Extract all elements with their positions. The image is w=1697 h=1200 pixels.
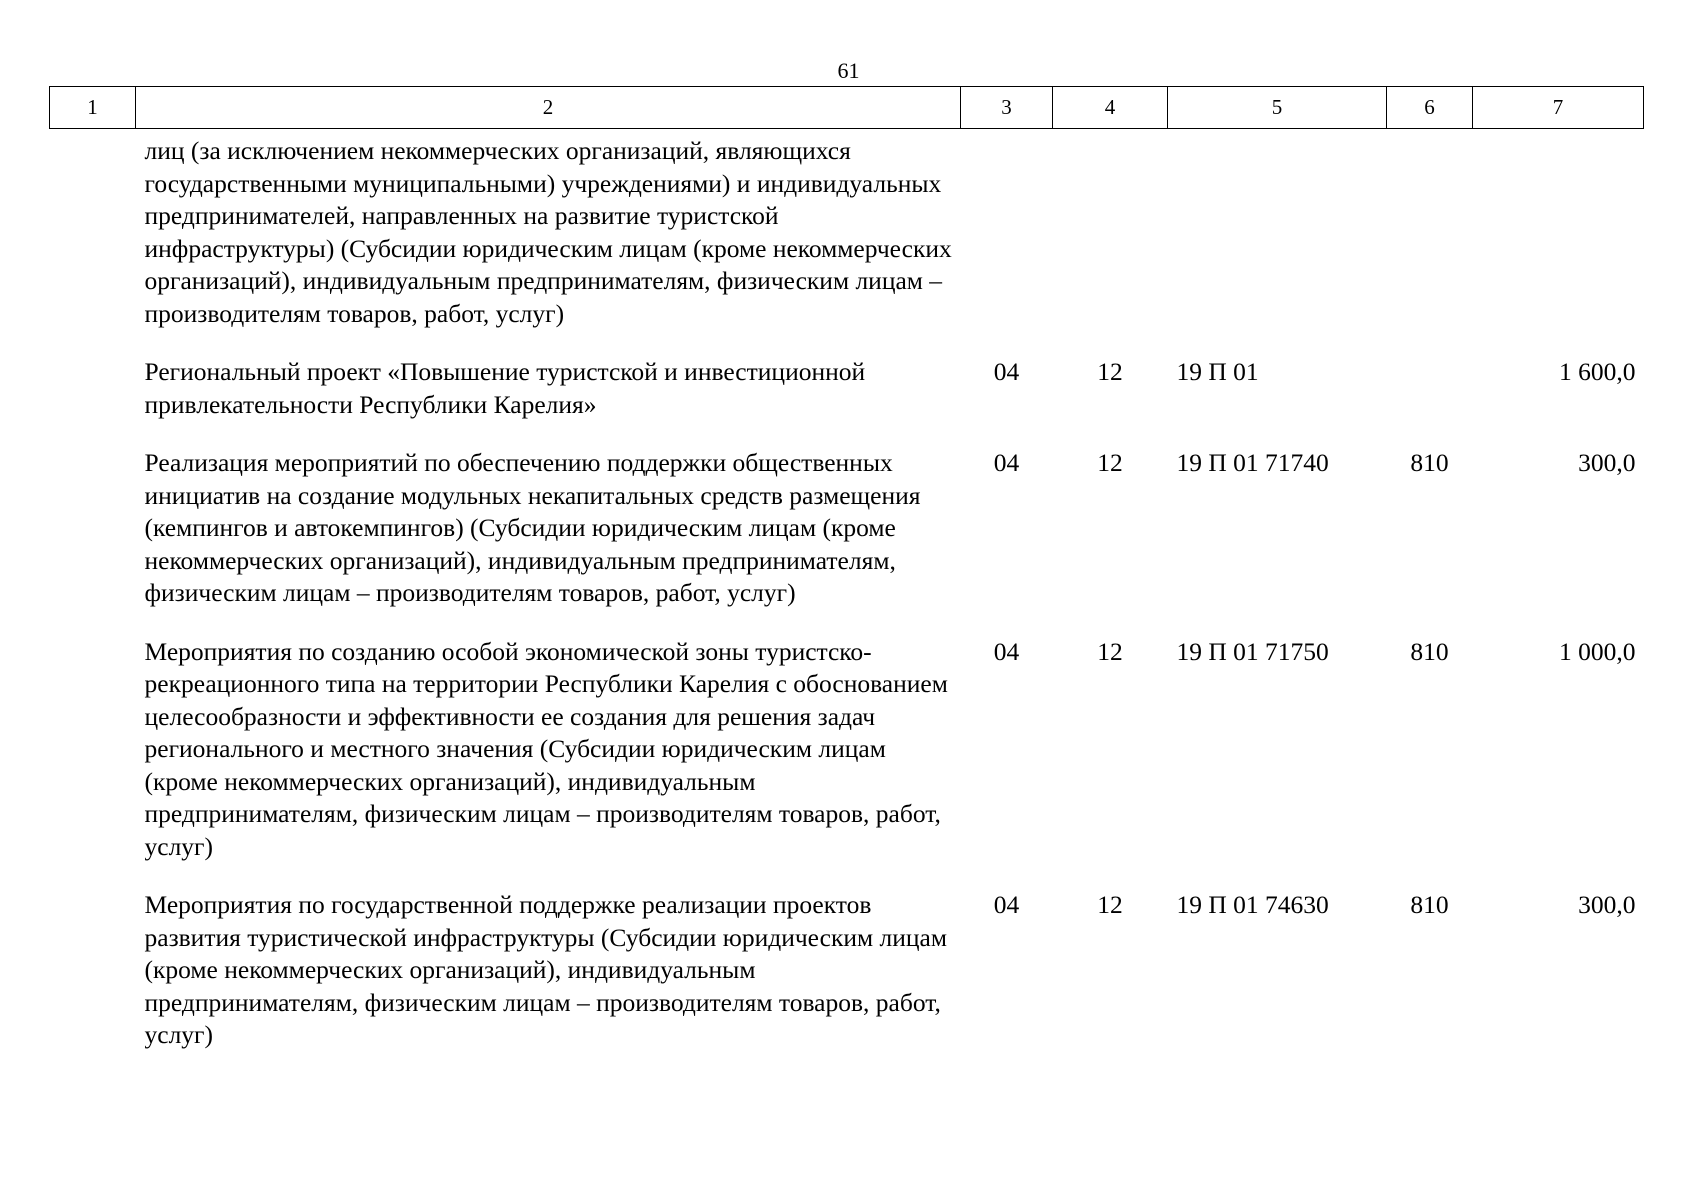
subsection-code-cell: 12 — [1097, 636, 1123, 666]
header-col-4: 4 — [1053, 87, 1168, 129]
table-header — [50, 87, 1644, 129]
budget-table — [49, 86, 1644, 1065]
header-col-5: 5 — [1168, 87, 1387, 129]
section-code-cell — [961, 129, 1053, 344]
amount-cell — [1473, 129, 1644, 344]
amount-cell: 1 600,0 — [1559, 357, 1636, 386]
row-number-cell — [50, 343, 136, 434]
target-article-cell: 19 П 01 — [1176, 357, 1259, 386]
header-col-1: 1 — [50, 87, 136, 129]
section-code-cell: 04 — [993, 636, 1020, 666]
row-number-cell — [50, 876, 136, 1065]
target-article-cell: 19 П 01 71750 — [1176, 636, 1329, 666]
table-row — [50, 434, 1644, 623]
table-row — [50, 343, 1644, 434]
expense-type-cell — [1387, 129, 1473, 344]
amount-cell: 300,0 — [1578, 890, 1636, 919]
header-col-3: 3 — [961, 87, 1053, 129]
header-col-7: 7 — [1473, 87, 1644, 129]
header-col-2: 2 — [136, 87, 961, 129]
target-article-cell: 19 П 01 74630 — [1176, 890, 1329, 919]
description-cell: Реализация мероприятий по обеспечению поддержки общественных инициатив на создание модульных некапитальных средств размещения (кемпингов и автокемпингов) (Субсидии юридическим лицам (кроме некоммерческих организаций), индивидуальным предпринимателям, физическим лицам – производителям товаров, работ, услуг) — [144, 448, 921, 607]
description-cell: Региональный проект «Повышение туристской и инвестиционной привлекательности Республики Карелия» — [144, 357, 866, 419]
amount-cell: 300,0 — [1578, 448, 1636, 477]
table-row — [50, 623, 1644, 877]
table-row — [50, 876, 1644, 1065]
subsection-code-cell: 12 — [1097, 357, 1123, 386]
description-cell: Мероприятия по созданию особой экономической зоны туристско-рекреационного типа на территории Республики Карелия с обоснованием целесообразности и эффективности ее создания для решения задач регионального и местного значения (Субсидии юридическим лицам (кроме некоммерческих организаций), индивидуальным предпринимателям, физическим лицам – производителям товаров, работ, услуг) — [144, 636, 948, 861]
section-code-cell: 04 — [993, 448, 1020, 477]
row-number-cell — [50, 623, 136, 877]
table-row — [50, 129, 1644, 344]
header-row — [50, 87, 1644, 129]
subsection-code-cell: 12 — [1097, 890, 1123, 919]
expense-type-cell: 810 — [1410, 890, 1449, 919]
row-number-cell — [50, 434, 136, 623]
amount-cell: 1 000,0 — [1559, 636, 1636, 666]
expense-type-cell: 810 — [1410, 448, 1449, 477]
row-number-cell — [50, 129, 136, 344]
target-article-cell: 19 П 01 71740 — [1176, 448, 1329, 477]
table-body — [50, 129, 1644, 1065]
target-article-cell — [1168, 129, 1387, 344]
section-code-cell: 04 — [993, 890, 1020, 919]
description-cell: лиц (за исключением некоммерческих организаций, являющихся государственными муниципальными) учреждениями) и индивидуальных предпринимателей, направленных на развитие туристской инфраструктуры) (Субсидии юридическим лицам (кроме некоммерческих организаций), индивидуальным предпринимателям, физическим лицам – производителям товаров, работ, услуг) — [144, 136, 952, 328]
section-code-cell: 04 — [993, 357, 1020, 386]
expense-type-cell — [1387, 343, 1473, 434]
subsection-code-cell — [1053, 129, 1168, 344]
expense-type-cell: 810 — [1410, 636, 1449, 666]
header-col-6: 6 — [1387, 87, 1473, 129]
description-cell: Мероприятия по государственной поддержке реализации проектов развития туристической инфраструктуры (Субсидии юридическим лицам (кроме некоммерческих организаций), индивидуальным предпринимателям, физическим лицам – производителям товаров, работ, услуг) — [144, 890, 947, 1049]
subsection-code-cell: 12 — [1097, 448, 1123, 477]
page-number: 61 — [837, 58, 860, 83]
